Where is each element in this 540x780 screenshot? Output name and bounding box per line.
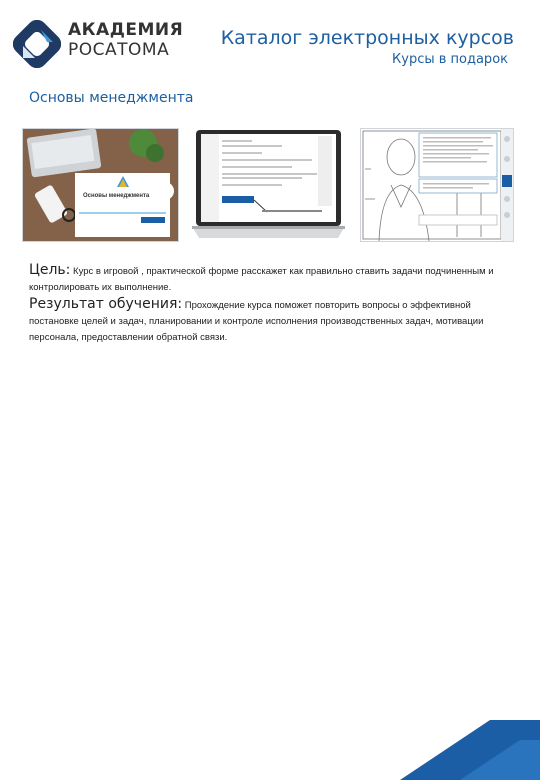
brand-line-1: АКАДЕМИЯ [68, 20, 184, 40]
course-goal [29, 262, 519, 296]
footer-decoration [320, 690, 540, 780]
page-title: Каталог электронных курсов [220, 27, 514, 49]
course-result [29, 296, 519, 346]
goal-label: Цель: [29, 262, 71, 278]
course-title: Основы менеджмента [29, 90, 194, 106]
result-label: Результат обучения: [29, 296, 183, 312]
course-screenshot-laptop [192, 128, 345, 240]
course-screenshot-desk [22, 128, 179, 242]
rosatom-academy-logo-icon [13, 20, 61, 68]
result-text: Прохождение курса поможет повторить вопросы о эффективной постановке целей и задач, планировании и контроле исполнения производственных задач, мотивации персонала, предоставлении обратной связи. [29, 300, 484, 343]
page-subtitle: Курсы в подарок [392, 52, 508, 67]
thumbnail-course-title: Основы менеджмента [83, 193, 150, 199]
brand-name [68, 20, 183, 60]
goal-text: Курс в игровой , практической форме расскажет как правильно ставить задачи подчиненным и контролировать их выполнение. [29, 266, 494, 293]
course-screenshot-sketch [360, 128, 514, 242]
brand-line-2: РОСАТОМА [68, 40, 170, 60]
